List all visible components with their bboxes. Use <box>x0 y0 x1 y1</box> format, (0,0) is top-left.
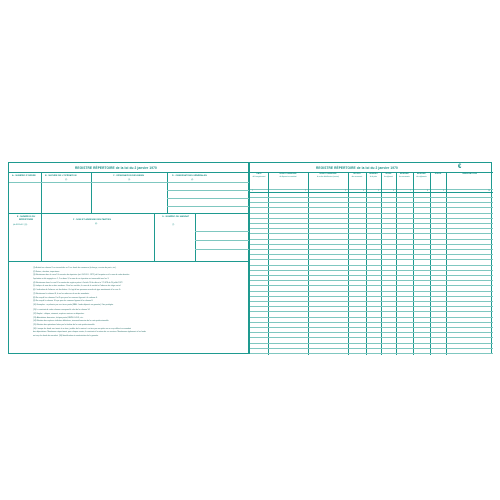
ledger-row-line <box>250 233 493 234</box>
ledger-row-line <box>250 337 493 338</box>
column-header-reasons: MOTIFS <box>353 173 361 175</box>
ledger-row-line <box>250 197 493 198</box>
footnote: (7) Mentionnez la colonne B, la ou les adresses du ou des mandants. <box>33 292 90 295</box>
ledger-row-line <box>250 270 493 271</box>
field-general-observations: D · OBSERVATIONS GÉNÉRALES <box>172 175 207 177</box>
ledger-row-line <box>250 322 493 323</box>
ruled-line <box>167 206 250 207</box>
ledger-row-line <box>250 343 493 344</box>
field-hint: (4) <box>191 178 194 181</box>
divider <box>91 172 92 213</box>
ruled-line <box>167 190 250 191</box>
ledger-row-line <box>250 265 493 266</box>
footnote: (6) L'indication de l'adresse est facultative s'il s'agit d'une personne morale de type mentionnée à la case G. <box>33 289 121 292</box>
footnote: (4) Mentionnez dans la case E le numéro de registre prévu à l'article 53 du décret n° 72-678 du 20 juillet 1972. <box>33 281 123 284</box>
column-number: 8 <box>427 189 428 192</box>
section-rule <box>9 261 250 262</box>
ledger-row-line <box>250 218 493 219</box>
field-order-number: A · NUMÉRO D'ORDRE <box>12 175 36 177</box>
column-number: 3 <box>345 189 346 192</box>
footnote: (2) Nature, situation, importance. <box>33 270 60 273</box>
footnote: (12) Emploi : chèque, virement, espèces remises ou déposées. <box>33 313 85 316</box>
ledger-row-line <box>250 296 493 297</box>
ledger-row-line <box>250 259 493 260</box>
column-subheader: du déposant ou remettant <box>279 177 297 178</box>
footnote: (10) Exemples : reçu/remis par une tierce partie (BAN : fonds déposés en garantie). Fixe protégée. <box>33 303 114 306</box>
ledger-row-line <box>250 291 493 292</box>
footnote: (8) Ne remplir les colonnes 8 et 9 que pour les sommes figurant à la colonne 6. <box>33 296 98 299</box>
ledger-row-line <box>250 213 493 214</box>
column-number: 7 <box>410 189 411 192</box>
ledger-row-line <box>250 332 493 333</box>
ledger-row-line <box>250 306 493 307</box>
column-subheader: des règlements <box>416 177 427 178</box>
ledger-row-line <box>250 244 493 245</box>
divider <box>41 213 42 261</box>
column-header-number: NUMÉRO <box>369 173 378 175</box>
footnotes <box>33 267 233 339</box>
left-page-title: REGISTRE RÉPERTOIRE de la loi du 2 janvier 1970 <box>75 166 157 170</box>
section-rule <box>9 213 250 214</box>
column-subheader: de règlement <box>384 177 393 178</box>
field-register-numbers: E · NUMÉROS DU RÉPERTOIRE <box>16 216 36 221</box>
euro-symbol: € <box>458 163 462 170</box>
divider <box>195 213 196 261</box>
column-number: 5 <box>378 189 379 192</box>
column-header-mode: MODE <box>385 173 392 175</box>
ruled-line <box>195 240 250 241</box>
field-goods-designation: C · DÉSIGNATION DES BIENS <box>113 175 144 177</box>
column-number: 6 <box>393 189 394 192</box>
field-hint: (2) <box>65 178 68 181</box>
footnote: (9) Ne remplir la colonne 10 que pour les sommes figurant à la colonne 8. <box>33 300 94 303</box>
footnote: (11) Le montant de cette colonne correspond à celui de la colonne 14. <box>33 309 91 312</box>
ledger-row-line <box>250 348 493 349</box>
field-hint: (6) <box>95 222 98 225</box>
ledger-row-line <box>250 223 493 224</box>
ledger-row-line <box>250 239 493 240</box>
column-number: 9 <box>443 189 444 192</box>
ledger-row-line <box>250 311 493 312</box>
column-subheader: des versements <box>399 177 410 178</box>
column-header-date: DATE <box>256 173 262 175</box>
footnote: l'opération a été engagée en 1, 2 ou dans 3, le nom de ce répertoire est renouvelé tous les 3. <box>33 278 109 281</box>
ledger-row-line <box>250 353 493 354</box>
header-rule <box>250 189 493 193</box>
column-header-amount-in: MONTANT <box>399 173 410 175</box>
left-register-page <box>8 162 249 354</box>
column-subheader: du ou des bénéficiaires (remises) <box>316 177 340 178</box>
field-parties-name-address: F · NOM ET ADRESSE DES PARTIES <box>73 219 111 221</box>
column-header-observations: OBSERVATIONS <box>462 173 477 175</box>
column-number: 4 <box>363 189 364 192</box>
column-header-depositor: NOM ET ADRESSE <box>279 173 297 175</box>
field-hint: (du BOD.A.C.) (5) <box>13 224 28 226</box>
field-operation-nature: B · NATURE DE L'OPÉRATION <box>45 175 77 177</box>
ledger-row-line <box>250 317 493 318</box>
column-header-balance: SOLDE <box>434 173 442 175</box>
column-subheader: de la pièce <box>369 177 378 178</box>
ledger-row-line <box>250 207 493 208</box>
header-rule <box>9 182 250 183</box>
ledger-row-line <box>250 228 493 229</box>
header-rule <box>9 172 250 173</box>
ledger-row-line <box>250 285 493 286</box>
ruled-line <box>195 249 250 250</box>
footnote: (15) Mention des opérations faites par le titulaire de la carte professionnelle. <box>33 324 96 327</box>
ruled-line <box>167 198 250 199</box>
column-number: 2 <box>305 189 306 192</box>
column-number: 1 <box>252 189 253 192</box>
divider <box>41 172 42 213</box>
column-header-amount-out: MONTANT <box>416 173 427 175</box>
footnote: (13) Attestations bancaires, chèque postal, BNP.E.G.N.F., etc. <box>33 316 84 319</box>
footnote: (14) Mention des espèces réalisées définitives, virement bancaire de la carte professionnelle. <box>33 320 110 323</box>
footnote: (5) Indiquer le nom du ou des vendeurs. Pour les sociétés, le nom de la société et l'adresse du siège social. <box>33 285 121 288</box>
ledger-row-line <box>250 202 493 203</box>
footnote: des dépositaires. Mentionner séparément, pour chaque remise, le montant et la nature de ces remises. Mentionnez également si les fonds <box>33 331 146 334</box>
footnote: ont reçu les fonds du mandant. (16) Identification et numérotation de la garantie. <box>33 335 99 338</box>
right-page-title: REGISTRE RÉPERTOIRE de la loi du 2 janvier 1970 <box>316 166 398 170</box>
ledger-row-line <box>250 280 493 281</box>
field-hint: (3) <box>128 178 131 181</box>
column-subheader: des versements <box>351 177 363 178</box>
field-mandate-number: G · NUMÉRO DU MANDAT <box>161 216 190 218</box>
ledger-row-line <box>250 327 493 328</box>
ledger-row-line <box>250 301 493 302</box>
right-register-page <box>249 162 492 354</box>
ledger-row-line <box>250 275 493 276</box>
ledger-row-line <box>250 254 493 255</box>
ruled-line <box>195 231 250 232</box>
column-number: 10 <box>488 189 490 192</box>
header-rule <box>250 189 493 190</box>
divider <box>154 213 155 261</box>
column-header-beneficiary: NOM ET ADRESSE <box>319 173 337 175</box>
footnote: (1) Activité ou colonne 8 sur immeubles ou 9 sur fonds de commerce (échange, cession de parts, etc). <box>33 267 117 269</box>
column-subheader: de l'enregistrement <box>252 177 266 178</box>
footnote: (16) Lorsque les fonds sont remis à un tiers, justifier de la remise à ce tiers par une pièce ou un reçu délivré au mandant <box>33 327 131 330</box>
field-hint: (7) <box>172 224 175 226</box>
ledger-row-line <box>250 249 493 250</box>
footnote: (3) Mentionner dans la case D le numéro du répertoire (art. 65/0 D.D. 1972) de l'acquéreur et le nom de cette dernière. <box>33 274 130 277</box>
